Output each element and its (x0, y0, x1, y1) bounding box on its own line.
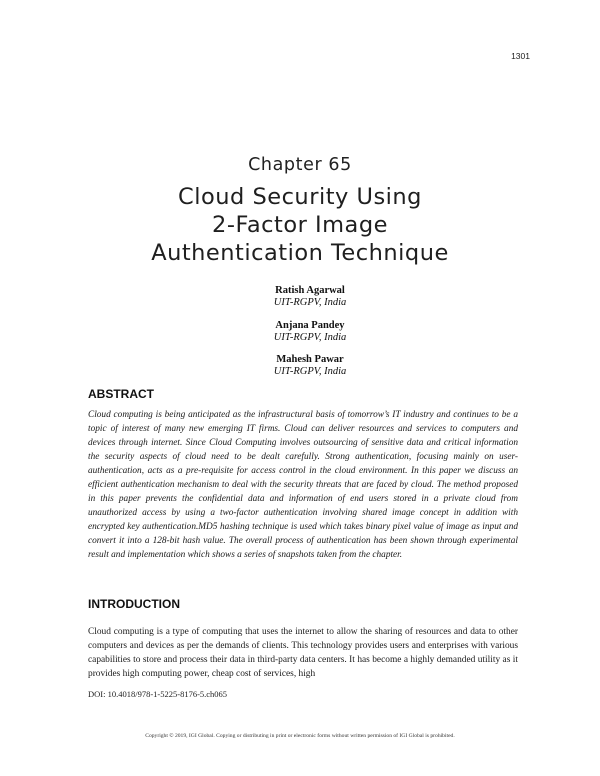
author-block-3 (0, 354, 600, 378)
introduction-text: Cloud computing is a type of computing that uses the internet to allow the sharing of resources and data to other computers and devices as per the demands of clients. This technology provides users and enterprises with various capabilities to store and process their data in third-party data centers. It has become a highly demanded utility as it provides high computing power, cheap cost of services, high (88, 627, 518, 680)
author-affiliation: UIT-RGPV, India (273, 332, 347, 343)
abstract-text: Cloud computing is being anticipated as the infrastructural basis of tomorrow’s IT industry and continues to be a topic of interest of many new emerging IT firms. Cloud can deliver resources and services to computers and devices through internet. Since Cloud Computing involves outsourcing of sensitive data and critical information the security aspects of cloud need to be dealt carefully. Strong authentication, focusing mainly on user-authentication, acts as a pre-requisite for access control in the cloud environment. In this paper we discuss an efficient authentication mechanism to deal with the security threats that are faced by cloud. The method proposed in this paper prevents the confidential data and information of end users stored in a private cloud from unauthorized access by using a two-factor authentication involving shared image concept in addition with encrypted key authentication.MD5 hashing technique is used which takes binary pixel value of image as input and convert it into a 128-bit hash value. The overall process of authentication has been shown through experimental result and implementation which shows a series of snapshots taken from the chapter. (88, 410, 518, 561)
author-name: Mahesh Pawar (276, 354, 344, 365)
introduction-heading: INTRODUCTION (88, 597, 180, 611)
author-affiliation: UIT-RGPV, India (273, 297, 347, 308)
chapter-title-line-2: 2-Factor Image (212, 212, 388, 238)
author-name: Anjana Pandey (275, 320, 345, 331)
chapter-label: Chapter 65 (248, 155, 352, 175)
author-block-1 (0, 285, 600, 309)
author-name: Ratish Agarwal (275, 285, 345, 296)
page-number: 1301 (511, 51, 530, 61)
author-affiliation: UIT-RGPV, India (273, 366, 347, 377)
chapter-title-line-3: Authentication Technique (151, 240, 449, 266)
abstract-heading: ABSTRACT (88, 387, 154, 401)
chapter-title-line-1: Cloud Security Using (178, 184, 422, 210)
author-block-2 (0, 320, 600, 344)
doi-line: DOI: 10.4018/978-1-5225-8176-5.ch065 (88, 689, 228, 699)
copyright-notice: Copyright © 2019, IGI Global. Copying or distributing in print or electronic forms without written permission of IGI Global is prohibited. (145, 733, 455, 739)
